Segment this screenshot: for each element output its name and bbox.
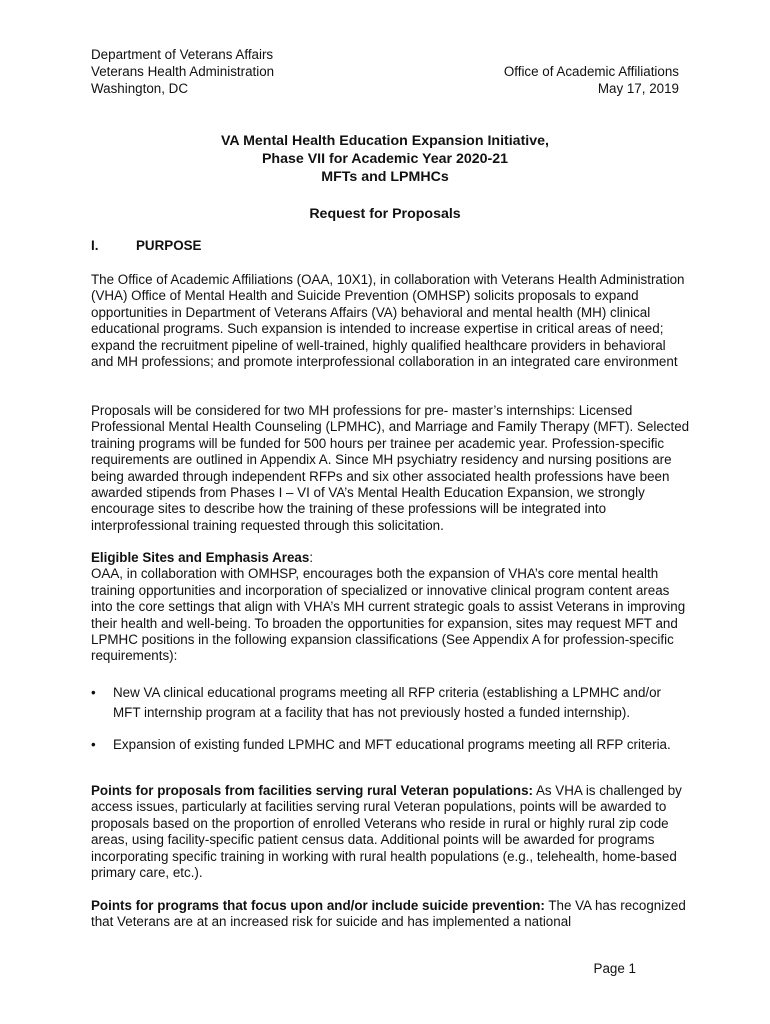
eligible-sites-body: OAA, in collaboration with OMHSP, encourages both the expansion of VHA’s core mental health training opportunities and incorporation of specialized or innovative clinical program content areas into the core settings that align with VHA’s MH current strategic goals to assist Veterans in improving their health and well-being. To broaden the opportunities for expansion, sites may request MFT and LPMHC positions in the following expansion classifications (See Appendix A for profession-specific requirements): — [91, 566, 686, 664]
document-date: May 17, 2019 — [597, 81, 679, 96]
agency-address — [91, 46, 274, 97]
rural-points-body: As VHA is challenged by access issues, particularly at facilities serving rural Veteran populations, points will be awarded to proposals based on the proportion of enrolled Veterans who reside in rural or highly rural zip code areas, using facility-specific patient census data. Additional points will be awarded for programs incorporating specific training in working with rural health populations (e.g., telehealth, home-based primary care, etc.). — [91, 783, 682, 881]
title-line-1: VA Mental Health Education Expansion Initiative, — [221, 133, 549, 149]
paragraph-eligible-sites — [91, 550, 691, 665]
section-number: I. — [91, 238, 99, 253]
paragraph-suicide-prevention — [91, 898, 691, 931]
eligible-sites-colon: : — [309, 550, 314, 565]
document-title — [0, 132, 770, 186]
list-item-text: Expansion of existing funded LPMHC and MFT educational programs meeting all RFP criteria. — [113, 737, 671, 752]
suicide-prevention-body: The VA has recognized that Veterans are at an increased risk for suicide and has implemented a national — [91, 898, 686, 930]
list-item — [91, 683, 691, 723]
paragraph-professions: Proposals will be considered for two MH professions for pre- master’s internships: Licensed Professional Mental Health Counseling (LPMHC), and Marriage and Family Therapy (MFT). Selected training programs will be funded for 500 hours per trainee per academic year. Profession-specific requirements are outlined in Appendix A. Since MH psychiatry residency and nursing positions are being awarded through independent RFPs and six other associated health professions have been awarded stipends from Phases I – VI of VA’s Mental Health Education Expansion, we strongly encourage sites to describe how the training of these professions will be integrated into interprofessional training requested through this solicitation. — [91, 403, 690, 533]
title-line-3: MFTs and LPMHCs — [321, 169, 449, 185]
rfp-heading: Request for Proposals — [309, 206, 461, 222]
agency-line-city: Washington, DC — [91, 81, 188, 96]
bullet-icon: • — [91, 685, 96, 700]
agency-line-department: Department of Veterans Affairs — [91, 47, 274, 62]
eligible-sites-heading: Eligible Sites and Emphasis Areas — [91, 550, 310, 565]
suicide-prevention-heading: Points for programs that focus upon and/or include suicide prevention: — [91, 898, 545, 913]
section-title: PURPOSE — [136, 238, 202, 253]
bullet-icon: • — [91, 737, 96, 752]
rural-points-heading: Points for proposals from facilities serving rural Veteran populations: — [91, 783, 533, 798]
office-name: Office of Academic Affiliations — [503, 64, 679, 79]
title-line-2: Phase VII for Academic Year 2020-21 — [261, 151, 509, 167]
section-heading — [91, 237, 201, 254]
office-and-date — [504, 63, 679, 97]
page-number: Page 1 — [593, 961, 636, 976]
paragraph-rural-points — [91, 783, 691, 881]
agency-line-vha: Veterans Health Administration — [91, 64, 275, 79]
list-item-text: New VA clinical educational programs meeting all RFP criteria (establishing a LPMHC and/or MFT internship program at a facility that has not previously hosted a funded internship). — [113, 685, 662, 720]
list-item — [91, 735, 691, 755]
expansion-classifications-list — [91, 683, 691, 755]
paragraph-purpose: The Office of Academic Affiliations (OAA, 10X1), in collaboration with Veterans Health Administration (VHA) Office of Mental Health and Suicide Prevention (OMHSP) solicits proposals to expand opportunities in Department of Veterans Affairs (VA) behavioral and mental health (MH) clinical educational programs. Such expansion is intended to increase expertise in critical areas of need; expand the recruitment pipeline of well-trained, highly qualified healthcare providers in behavioral and MH professions; and promote interprofessional collaboration in an integrated care environment — [91, 272, 685, 370]
